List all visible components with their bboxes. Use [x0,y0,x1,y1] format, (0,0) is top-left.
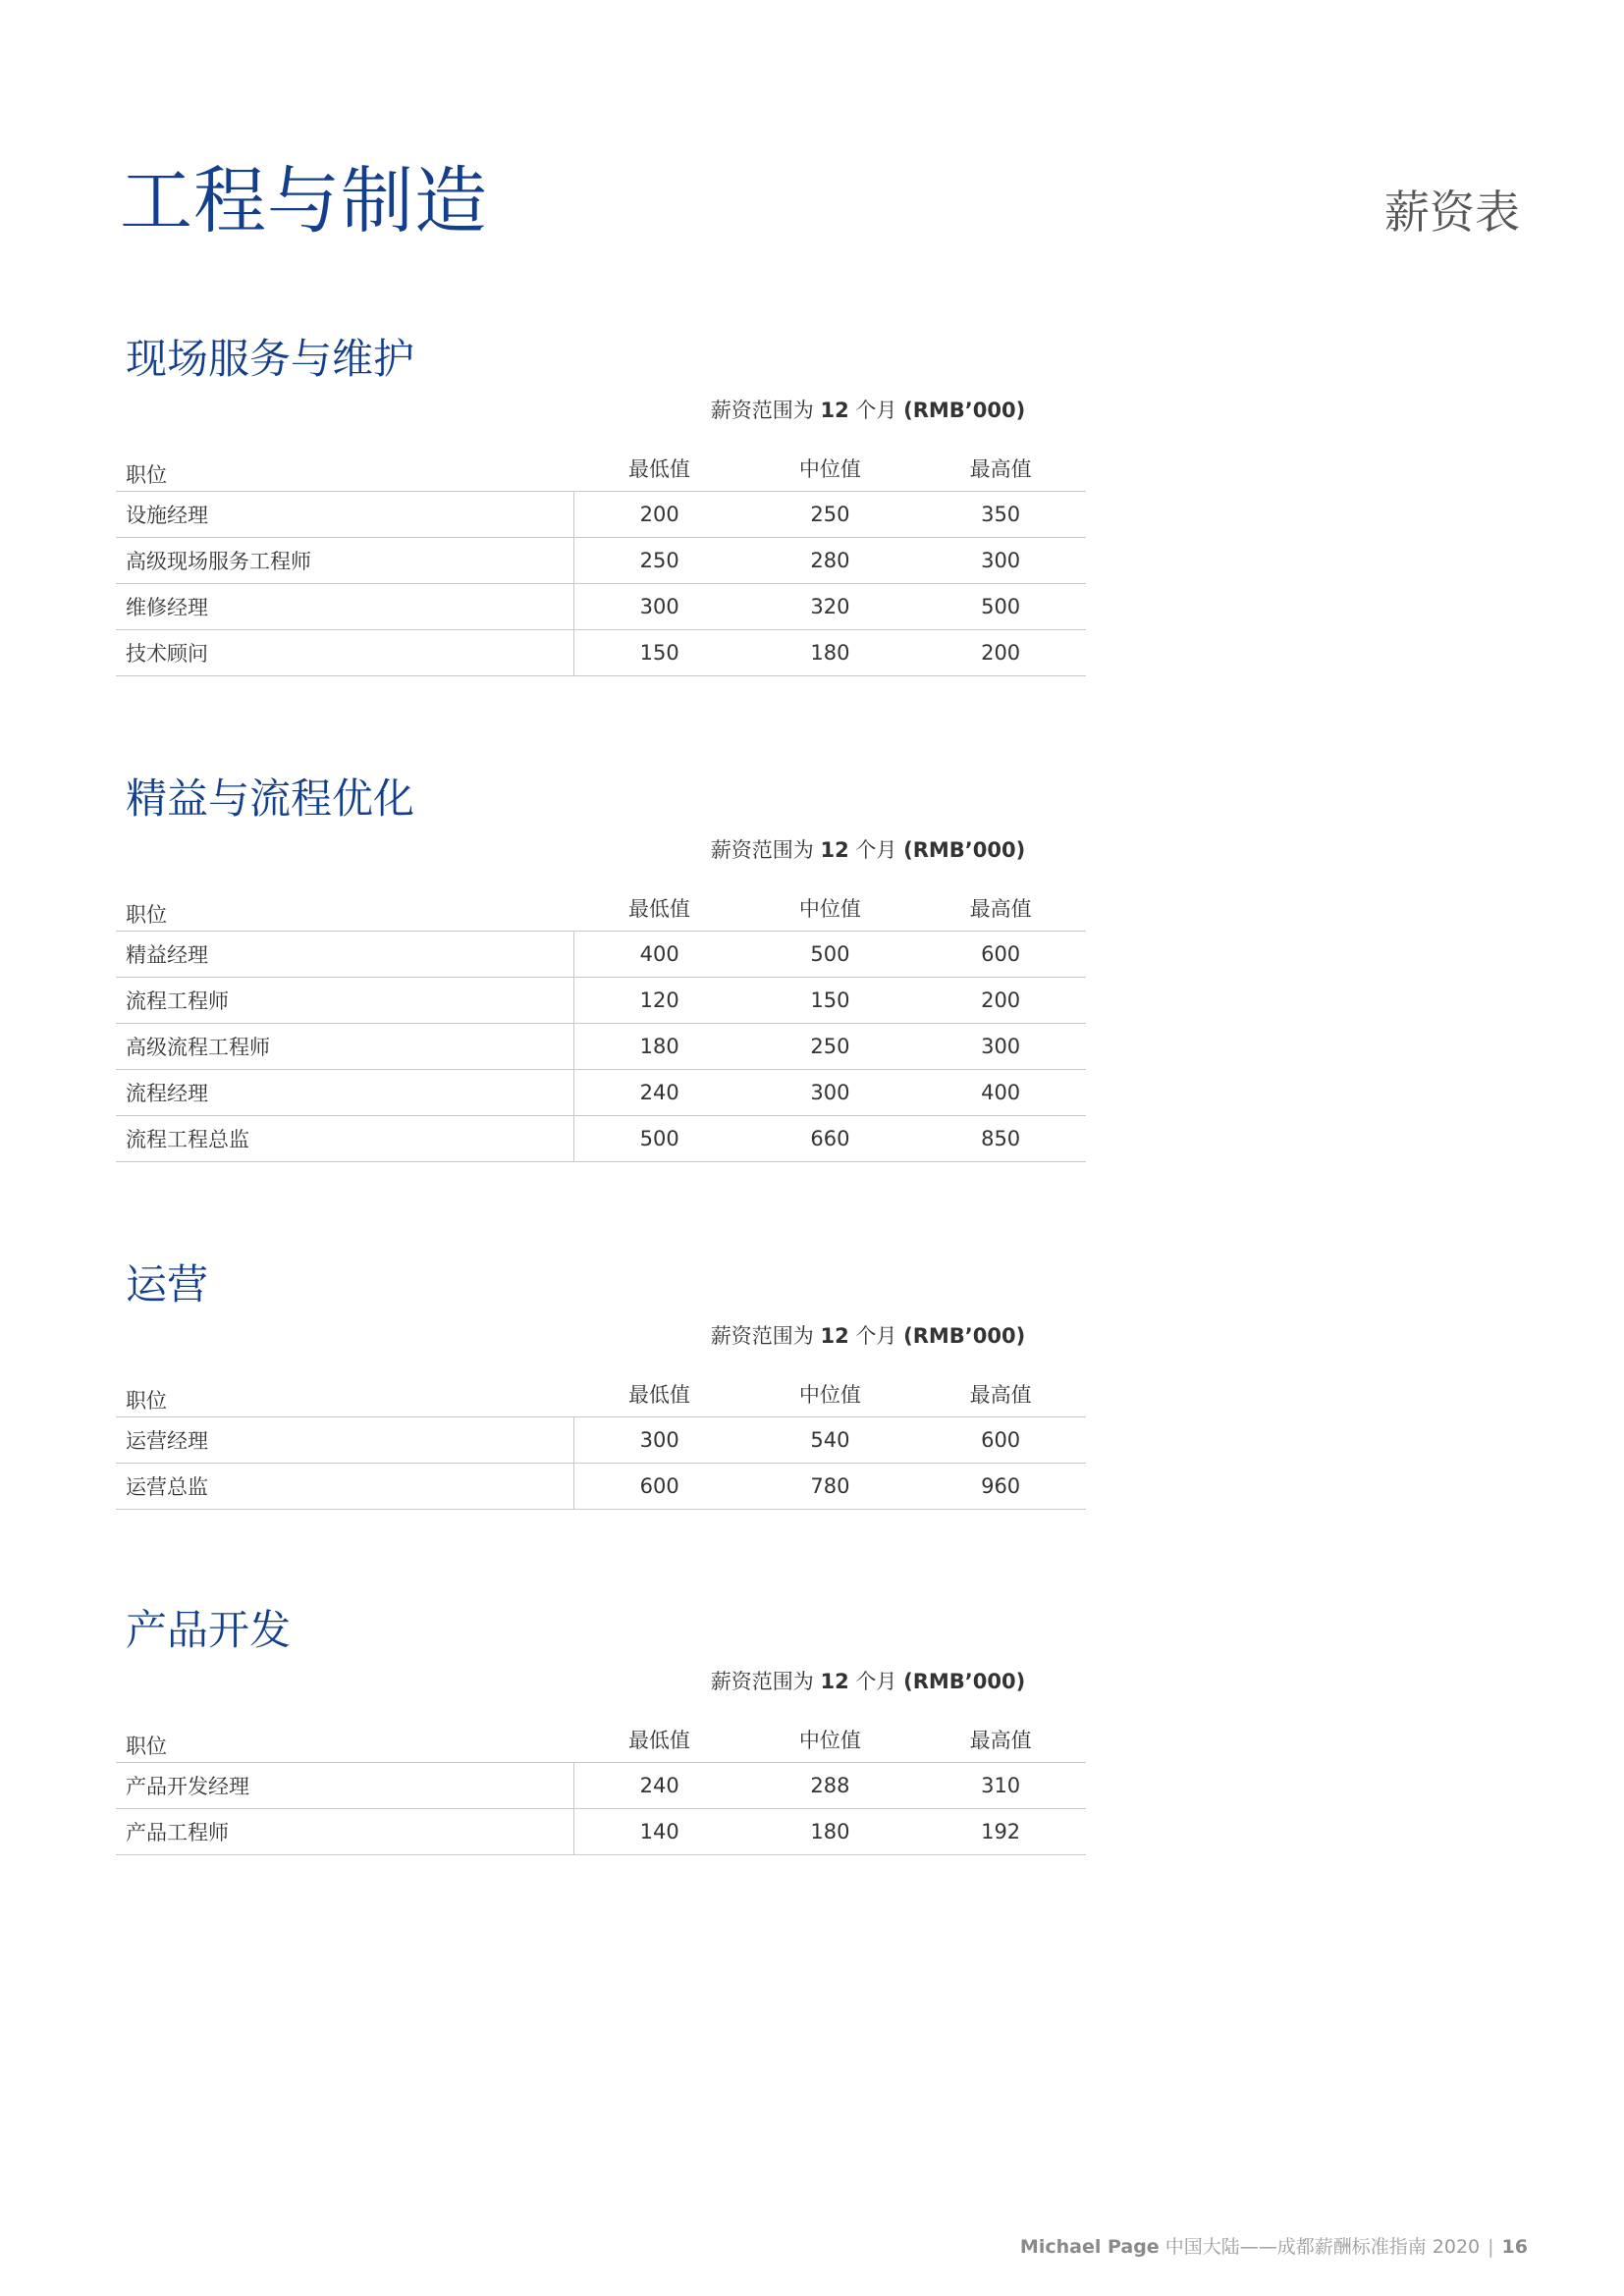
column-header-min: 最低值 [573,1707,744,1763]
section-title: 产品开发 [126,1606,292,1654]
mid-cell: 300 [745,1070,916,1116]
role-cell: 运营总监 [116,1464,573,1510]
min-cell: 150 [573,630,744,676]
salary-range-caption: 薪资范围为 12 个月 (RMB’000) [710,1670,1026,1693]
column-header-mid: 中位值 [745,436,916,492]
role-cell: 维修经理 [116,584,573,630]
table-row [116,1116,1086,1162]
max-cell: 200 [915,630,1086,676]
min-cell: 300 [573,584,744,630]
table-row [116,1024,1086,1070]
column-header-mid: 中位值 [745,1707,916,1763]
footer-text: 中国大陆——成都薪酬标准指南 2020 [1159,2236,1481,2258]
section-title: 精益与流程优化 [126,774,415,823]
min-cell: 140 [573,1809,744,1855]
max-cell: 600 [915,932,1086,978]
column-header-mid: 中位值 [745,1362,916,1417]
mid-cell: 320 [745,584,916,630]
role-cell: 运营经理 [116,1417,573,1464]
min-cell: 200 [573,492,744,538]
role-cell: 设施经理 [116,492,573,538]
max-cell: 200 [915,978,1086,1024]
mid-cell: 180 [745,1809,916,1855]
table-row [116,1417,1086,1464]
max-cell: 300 [915,1024,1086,1070]
min-cell: 240 [573,1070,744,1116]
max-cell: 300 [915,538,1086,584]
mid-cell: 250 [745,492,916,538]
column-header-max: 最高值 [915,1707,1086,1763]
footer-separator: | [1488,2236,1494,2258]
role-cell: 高级现场服务工程师 [116,538,573,584]
salary-table [116,1707,1086,1855]
mid-cell: 660 [745,1116,916,1162]
salary-table [116,1362,1086,1510]
table-row [116,1763,1086,1809]
column-header-min: 最低值 [573,436,744,492]
min-cell: 500 [573,1116,744,1162]
column-header-max: 最高值 [915,1362,1086,1417]
table-row [116,630,1086,676]
salary-section-product-development [116,1603,1086,1855]
max-cell: 310 [915,1763,1086,1809]
min-cell: 250 [573,538,744,584]
table-row [116,1809,1086,1855]
role-cell: 产品开发经理 [116,1763,573,1809]
salary-range-caption: 薪资范围为 12 个月 (RMB’000) [710,838,1026,862]
column-header-min: 最低值 [573,1362,744,1417]
min-cell: 120 [573,978,744,1024]
table-row [116,978,1086,1024]
table-row [116,538,1086,584]
role-cell: 流程经理 [116,1070,573,1116]
mid-cell: 250 [745,1024,916,1070]
max-cell: 500 [915,584,1086,630]
mid-cell: 500 [745,932,916,978]
max-cell: 960 [915,1464,1086,1510]
mid-cell: 288 [745,1763,916,1809]
mid-cell: 150 [745,978,916,1024]
column-header-role: 职位 [116,1362,573,1417]
footer-brand: Michael Page [1019,2236,1160,2258]
salary-table [116,436,1086,676]
mid-cell: 540 [745,1417,916,1464]
min-cell: 180 [573,1024,744,1070]
page-title: 工程与制造 [120,159,488,243]
table-header-row [116,1362,1086,1417]
role-cell: 流程工程师 [116,978,573,1024]
role-cell: 高级流程工程师 [116,1024,573,1070]
salary-section-field-service [116,332,1086,676]
page-number: 16 [1501,2236,1528,2258]
mid-cell: 280 [745,538,916,584]
salary-table [116,876,1086,1162]
max-cell: 192 [915,1809,1086,1855]
max-cell: 600 [915,1417,1086,1464]
column-header-max: 最高值 [915,436,1086,492]
table-row [116,1464,1086,1510]
mid-cell: 780 [745,1464,916,1510]
salary-section-lean-process [116,772,1086,1162]
table-header-row [116,1707,1086,1763]
column-header-role: 职位 [116,1707,573,1763]
min-cell: 400 [573,932,744,978]
table-header-row [116,436,1086,492]
salary-range-caption: 薪资范围为 12 个月 (RMB’000) [710,1324,1026,1348]
role-cell: 流程工程总监 [116,1116,573,1162]
table-row [116,584,1086,630]
salary-range-caption: 薪资范围为 12 个月 (RMB’000) [710,399,1026,422]
max-cell: 400 [915,1070,1086,1116]
table-row [116,492,1086,538]
min-cell: 300 [573,1417,744,1464]
column-header-min: 最低值 [573,876,744,932]
role-cell: 产品工程师 [116,1809,573,1855]
page-category-tag: 薪资表 [1384,186,1520,239]
mid-cell: 180 [745,630,916,676]
min-cell: 240 [573,1763,744,1809]
salary-section-operations [116,1257,1086,1510]
column-header-role: 职位 [116,876,573,932]
section-title: 运营 [126,1260,209,1308]
page-footer [1020,2234,1528,2260]
max-cell: 350 [915,492,1086,538]
table-header-row [116,876,1086,932]
table-row [116,1070,1086,1116]
column-header-mid: 中位值 [745,876,916,932]
role-cell: 精益经理 [116,932,573,978]
column-header-role: 职位 [116,436,573,492]
min-cell: 600 [573,1464,744,1510]
max-cell: 850 [915,1116,1086,1162]
section-title: 现场服务与维护 [126,335,415,383]
column-header-max: 最高值 [915,876,1086,932]
role-cell: 技术顾问 [116,630,573,676]
table-row [116,932,1086,978]
